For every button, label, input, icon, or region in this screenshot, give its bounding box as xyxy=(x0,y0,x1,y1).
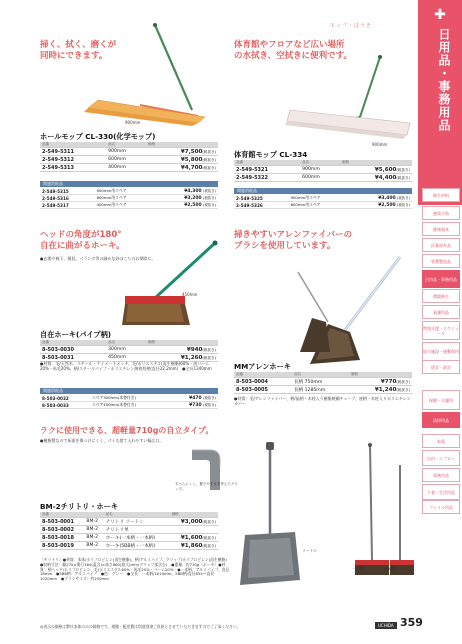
sidebar-nav-item[interactable]: 看護用品 xyxy=(422,305,460,319)
s4-note: ●材質：毛/アレンファイバー、柄/晶柄・木柱入り樹脂焼鋼チューブ、座柄・木柱入りポリエチレンカバー xyxy=(234,396,411,407)
table-row: 2-549-5313 400mm ¥4,700(税抜き) xyxy=(42,164,216,171)
sidebar-title: 日用品・事務用品 xyxy=(437,28,451,132)
sidebar-sub-item[interactable]: ファイル用品 xyxy=(422,500,460,514)
sidebar-nav-item[interactable]: 防災・防災 xyxy=(422,360,460,374)
table-row: 8-503-0033 スペア450mm(本替付き) ¥730 (税抜き) xyxy=(42,402,216,408)
table-row: 2-549-5315 900mm用スペア ¥4,300 (税抜き) xyxy=(42,188,216,194)
s2-related-label: 関連消耗品 xyxy=(234,188,412,194)
sidebar-nav-item[interactable]: 装置製造品 xyxy=(422,254,460,268)
table-row: 8-503-0005 長柄 1285mm ¥1,240(税抜き) xyxy=(236,386,410,393)
table-row: 2-549-5312 600mm ¥5,800(税抜き) xyxy=(42,156,216,163)
s4-price-table: 品番 品名 価格 8-503-0004 長柄 750mm ¥770(税抜き) 8-503-0005 長柄 1285mm ¥1,240(税抜き) xyxy=(236,372,410,393)
s3-note: ●材質：毛/天然木、スチール・ケイメートメッキ、毛/ポリエステル(再生樹脂)60%・黒バーム20%・馬毛20%、柄/スチールパイプ・ポリエチレン焼着処理(直径22.2mm) ●全長1340mm xyxy=(40,361,212,372)
s4-headline-2: ブラシを使用しています。 xyxy=(234,241,336,251)
sidebar-nav-item[interactable]: 日用品・事務用品 xyxy=(422,270,460,288)
table-row: 8-503-0001 BM-2 チリトリ ソートン ¥3,000(税抜き) xyxy=(42,518,216,525)
s2-headline-2: の水拭き、空拭きに便利です。 xyxy=(234,51,352,61)
s1-related-table xyxy=(40,188,218,209)
table-row: 8-503-0032 スペア300mm(本替付き) ¥470 (税抜き) xyxy=(42,395,216,401)
table-row: 8-503-0018 BM-2 ホーキ(一本柄・一本柄) ¥1,600(税抜き) xyxy=(42,534,216,541)
s1-product-title: ホールモップ CL-330(化学モップ) xyxy=(40,132,156,141)
s5-label-one: 一本柄 xyxy=(352,566,364,571)
table-row: 2-549-5311 900mm ¥7,500(税抜き) xyxy=(42,148,216,155)
s3-related-table xyxy=(40,395,218,409)
table-row: 8-503-0019 BM-2 ホーキ(5BB柄・一本柄) ¥1,860(税抜き) xyxy=(42,542,216,549)
sidebar-nav-item[interactable]: 協力施設・運動保用 xyxy=(422,342,460,361)
s5-caption: すべらにくく、握りやすさを考えたグリップ。 xyxy=(175,482,238,491)
sidebar-sub-item[interactable]: 事務用品 xyxy=(422,468,460,482)
s3-dimension: 450mm xyxy=(182,292,198,297)
s4-headline-1: 掃きやすいアレンファイバーの xyxy=(234,230,353,240)
table-row: 8-503-0004 長柄 750mm ¥770(税抜き) xyxy=(236,378,410,385)
s3-bullet: ●玄関や廊下、階段、ベランダ等の細かな砂ほこりのお掃除に。 xyxy=(40,256,156,261)
s3-price-table: 品番 品名 価格 8-503-0030 300mm ¥940(税抜き) 8-503-0031 450mm ¥1,260(税抜き) xyxy=(42,340,216,361)
s1-related-label: 関連消耗品 xyxy=(40,181,218,187)
footer-note: ◎表示の価格は弊社本体のみの価格です。運搬・配送費は別途別途ご負担とさせていただきますのでご了承ください。 xyxy=(40,624,241,629)
sidebar-nav-item[interactable]: 感染予防 xyxy=(422,206,460,220)
table-row: 2-549-5325 900mm用スペア ¥3,400 (税抜き) xyxy=(236,195,410,201)
s2-dimension: 900mm xyxy=(372,142,388,147)
s5-price-table: 品番 品名 価格 8-503-0001 BM-2 チリトリ ソートン ¥3,000(税抜き) 8-503-0002 BM-2 チリトリ単 8-503-0018 BM-2 ホーキ(一本柄・一本柄) ¥1,600(税抜き) 8-503-0019 BM-2 ホーキ(5BB柄・一本柄) ¥1,860(税抜き) xyxy=(42,512,216,549)
sidebar-nav-item[interactable]: 環境衛生 xyxy=(422,289,460,303)
sidebar-sub-item[interactable]: 家電 xyxy=(422,434,460,448)
s1-price-table xyxy=(40,142,218,172)
table-row: 8-503-0002 BM-2 チリトリ単 xyxy=(40,526,218,534)
sidebar-nav-item[interactable]: 健康器具 xyxy=(422,222,460,236)
gym-mop-image xyxy=(285,55,415,140)
table-row: 8-503-0030 300mm ¥940(税抜き) xyxy=(42,346,216,353)
s5-label-soft: ソートン xyxy=(302,548,318,553)
category-label: モップ・ほうき xyxy=(330,23,372,29)
s1-dimension: 900mm xyxy=(125,120,141,125)
s5-headline: ラクに使用できる、超軽量710gの自立タイプ。 xyxy=(40,426,214,435)
s5-label-long: 5BB柄 xyxy=(384,566,396,571)
brand-tag: UCHIDA xyxy=(375,622,397,629)
hall-mop-image xyxy=(80,20,210,140)
sidebar-nav-item[interactable]: 特別支援・スケジュール xyxy=(422,321,460,340)
s5-product-title: BM-2チリトリ・ホーキ xyxy=(40,502,119,511)
allen-broom-image xyxy=(290,252,420,372)
pivot-broom-image xyxy=(120,240,230,340)
sidebar-sub-item[interactable]: 保健・介護用 xyxy=(422,390,460,410)
page-number: 359 xyxy=(400,616,423,629)
s2-product-title: 体育館モップ CL-334 xyxy=(234,150,308,159)
s1-headline-1: 掃く、拭く、磨くが xyxy=(40,40,117,50)
table-row: 2-549-5322 600mm ¥4,400(税抜き) xyxy=(236,174,410,181)
col-code: 品番 xyxy=(40,142,106,148)
table-row: 2-549-5317 400mm用スペア ¥2,500 (税抜き) xyxy=(42,202,216,208)
sidebar-sub-item[interactable]: 下着・生活用品 xyxy=(422,484,460,500)
s3-headline-2: 自在に曲がるホーキ。 xyxy=(40,241,125,251)
s2-price-table: 品番 品名 価格 2-549-5321 900mm ¥5,600(税抜き) 2-549-5322 600mm ¥4,400(税抜き) xyxy=(236,160,410,181)
s3-product-title: 自在ホーキ(パイプ柄) xyxy=(40,330,112,339)
s4-headline xyxy=(234,230,414,252)
s5-bullet: ●樹脂製なので床面を傷つけにくく、ゴミも捨て入れやすい幅広口。 xyxy=(40,438,164,443)
sidebar-nav-item[interactable]: 衛生材料 xyxy=(422,188,460,202)
col-name: 品名 xyxy=(106,142,146,148)
s1-headline-2: 同時にできます。 xyxy=(40,51,108,61)
s5-note: 〈チリトリ〉●材質：本体/ポリプロピレン(再生樹脂)、柄/アルミパイプ、グリップ/ポリプロピレン(再生樹脂) ●収納寸法：幅270×奥行160(蓋含)×高さ860(最大)mm(グリップ部含む) ●重量：約710g〈ホーキ〉●材質：柄ヘッド/ポリプロピレン、毛/ポリエステル60%・馬毛20%・バーム20% ●一本柄：アルミパイプ、直径16mm ●5BB柄：アルミパイプ ●色：グレー ●全長：一本柄/1010mm、5BB柄/直径854～直長1020mm ●ブラシサイズ：約250mm xyxy=(40,557,231,582)
sidebar-sub-item[interactable]: 自由・エプロン xyxy=(422,450,460,466)
plus-icon: ✚ xyxy=(434,7,446,23)
s4-product-title: MMアレンホーキ xyxy=(234,362,291,371)
col-price: 価格 xyxy=(146,142,218,148)
s3-related-label: 関連消耗品 xyxy=(40,388,218,394)
table-row: 2-549-5326 600mm用スペア ¥2,500 (税抜き) xyxy=(236,202,410,208)
s2-related-table xyxy=(234,195,412,209)
s3-headline-1: ヘッドの角度が180° xyxy=(40,230,122,240)
table-row: 8-503-0031 450mm ¥1,260(税抜き) xyxy=(42,354,216,361)
sidebar-nav-item[interactable]: 医薬部外品 xyxy=(422,238,460,252)
sidebar-sub-item[interactable]: 清掃用品 xyxy=(422,412,460,428)
table-row: 2-549-5316 600mm用スペア ¥3,200 (税抜き) xyxy=(42,195,216,201)
s2-headline-1: 体育館やフロアなど広い場所 xyxy=(234,40,345,50)
table-row: 2-549-5321 900mm ¥5,600(税抜き) xyxy=(236,166,410,173)
